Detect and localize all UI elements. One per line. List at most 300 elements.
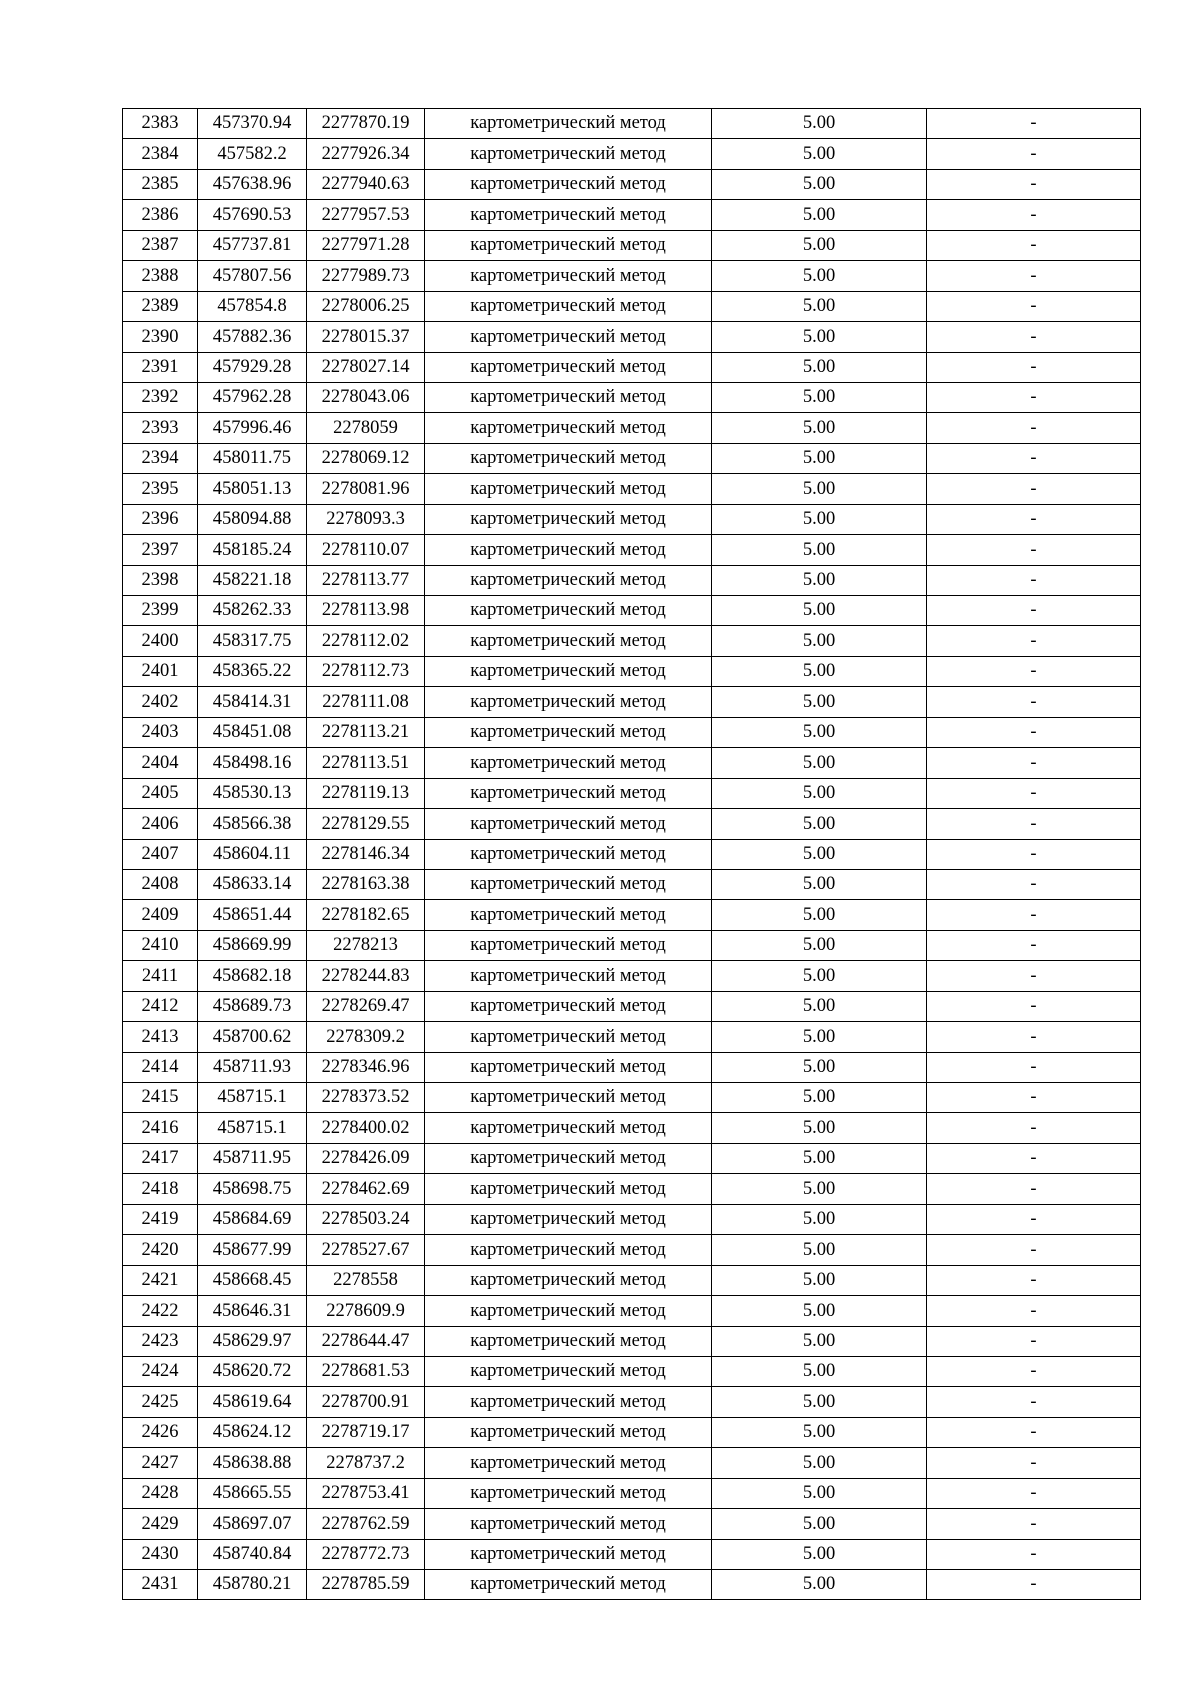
coordinate-x-cell: 458620.72	[198, 1356, 307, 1386]
description-cell: -	[927, 778, 1141, 808]
description-cell: -	[927, 839, 1141, 869]
coordinate-y-cell: 2278113.21	[307, 717, 425, 747]
coordinate-x-cell: 458262.33	[198, 596, 307, 626]
accuracy-cell: 5.00	[712, 261, 927, 291]
coordinate-y-cell: 2278081.96	[307, 474, 425, 504]
method-cell: картометрический метод	[425, 1448, 712, 1478]
coordinate-y-cell: 2278059	[307, 413, 425, 443]
coordinate-y-cell: 2278112.02	[307, 626, 425, 656]
point-number-cell: 2427	[123, 1448, 198, 1478]
coordinate-x-cell: 458451.08	[198, 717, 307, 747]
method-cell: картометрический метод	[425, 230, 712, 260]
method-cell: картометрический метод	[425, 1417, 712, 1447]
method-cell: картометрический метод	[425, 261, 712, 291]
coordinate-y-cell: 2278737.2	[307, 1448, 425, 1478]
point-number-cell: 2403	[123, 717, 198, 747]
point-number-cell: 2426	[123, 1417, 198, 1447]
method-cell: картометрический метод	[425, 474, 712, 504]
coordinate-x-cell: 458715.1	[198, 1113, 307, 1143]
method-cell: картометрический метод	[425, 1143, 712, 1173]
coordinate-x-cell: 458365.22	[198, 656, 307, 686]
coordinate-x-cell: 458711.95	[198, 1143, 307, 1173]
coordinate-y-cell: 2278027.14	[307, 352, 425, 382]
description-cell: -	[927, 1083, 1141, 1113]
table-row	[123, 504, 1141, 534]
accuracy-cell: 5.00	[712, 504, 927, 534]
accuracy-cell: 5.00	[712, 839, 927, 869]
table-row	[123, 748, 1141, 778]
point-number-cell: 2420	[123, 1235, 198, 1265]
coordinate-x-cell: 458711.93	[198, 1052, 307, 1082]
point-number-cell: 2416	[123, 1113, 198, 1143]
coordinate-x-cell: 458619.64	[198, 1387, 307, 1417]
coordinate-x-cell: 458669.99	[198, 930, 307, 960]
table-row	[123, 1478, 1141, 1508]
method-cell: картометрический метод	[425, 382, 712, 412]
table-row	[123, 839, 1141, 869]
description-cell: -	[927, 1387, 1141, 1417]
coordinate-y-cell: 2278015.37	[307, 322, 425, 352]
description-cell: -	[927, 809, 1141, 839]
table-row	[123, 413, 1141, 443]
point-number-cell: 2394	[123, 443, 198, 473]
coordinate-y-cell: 2278527.67	[307, 1235, 425, 1265]
method-cell: картометрический метод	[425, 748, 712, 778]
coordinate-x-cell: 458697.07	[198, 1509, 307, 1539]
accuracy-cell: 5.00	[712, 1143, 927, 1173]
accuracy-cell: 5.00	[712, 1113, 927, 1143]
method-cell: картометрический метод	[425, 656, 712, 686]
method-cell: картометрический метод	[425, 1539, 712, 1569]
coordinate-y-cell: 2277926.34	[307, 139, 425, 169]
accuracy-cell: 5.00	[712, 1296, 927, 1326]
description-cell: -	[927, 1356, 1141, 1386]
accuracy-cell: 5.00	[712, 230, 927, 260]
point-number-cell: 2389	[123, 291, 198, 321]
coordinate-x-cell: 457690.53	[198, 200, 307, 230]
coordinate-x-cell: 458780.21	[198, 1570, 307, 1600]
coordinate-x-cell: 458185.24	[198, 535, 307, 565]
accuracy-cell: 5.00	[712, 1570, 927, 1600]
point-number-cell: 2431	[123, 1570, 198, 1600]
coordinate-y-cell: 2278700.91	[307, 1387, 425, 1417]
coordinate-x-cell: 458677.99	[198, 1235, 307, 1265]
coordinate-x-cell: 458629.97	[198, 1326, 307, 1356]
table-row	[123, 1174, 1141, 1204]
method-cell: картометрический метод	[425, 596, 712, 626]
description-cell: -	[927, 443, 1141, 473]
table-row	[123, 1265, 1141, 1295]
point-number-cell: 2412	[123, 991, 198, 1021]
accuracy-cell: 5.00	[712, 382, 927, 412]
table-row	[123, 535, 1141, 565]
point-number-cell: 2429	[123, 1509, 198, 1539]
point-number-cell: 2387	[123, 230, 198, 260]
description-cell: -	[927, 261, 1141, 291]
method-cell: картометрический метод	[425, 1296, 712, 1326]
coordinate-y-cell: 2278400.02	[307, 1113, 425, 1143]
accuracy-cell: 5.00	[712, 443, 927, 473]
method-cell: картометрический метод	[425, 1052, 712, 1082]
method-cell: картометрический метод	[425, 1570, 712, 1600]
method-cell: картометрический метод	[425, 626, 712, 656]
table-row	[123, 656, 1141, 686]
description-cell: -	[927, 1296, 1141, 1326]
table-row	[123, 474, 1141, 504]
coordinate-x-cell: 458651.44	[198, 900, 307, 930]
accuracy-cell: 5.00	[712, 1052, 927, 1082]
point-number-cell: 2396	[123, 504, 198, 534]
table-row	[123, 1326, 1141, 1356]
method-cell: картометрический метод	[425, 504, 712, 534]
coordinate-x-cell: 458682.18	[198, 961, 307, 991]
table-row	[123, 1448, 1141, 1478]
accuracy-cell: 5.00	[712, 1174, 927, 1204]
description-cell: -	[927, 1478, 1141, 1508]
point-number-cell: 2383	[123, 109, 198, 139]
description-cell: -	[927, 535, 1141, 565]
table-row	[123, 1235, 1141, 1265]
method-cell: картометрический метод	[425, 322, 712, 352]
accuracy-cell: 5.00	[712, 656, 927, 686]
table-row	[123, 1539, 1141, 1569]
coordinate-y-cell: 2278753.41	[307, 1478, 425, 1508]
description-cell: -	[927, 717, 1141, 747]
method-cell: картометрический метод	[425, 109, 712, 139]
coordinate-y-cell: 2278309.2	[307, 1022, 425, 1052]
point-number-cell: 2430	[123, 1539, 198, 1569]
point-number-cell: 2424	[123, 1356, 198, 1386]
method-cell: картометрический метод	[425, 1356, 712, 1386]
point-number-cell: 2418	[123, 1174, 198, 1204]
coordinate-y-cell: 2278110.07	[307, 535, 425, 565]
table-row	[123, 778, 1141, 808]
method-cell: картометрический метод	[425, 535, 712, 565]
table-row	[123, 1113, 1141, 1143]
coordinate-x-cell: 457582.2	[198, 139, 307, 169]
accuracy-cell: 5.00	[712, 596, 927, 626]
accuracy-cell: 5.00	[712, 1387, 927, 1417]
coordinate-y-cell: 2278113.98	[307, 596, 425, 626]
point-number-cell: 2401	[123, 656, 198, 686]
coordinate-y-cell: 2277870.19	[307, 109, 425, 139]
description-cell: -	[927, 1265, 1141, 1295]
table-row	[123, 352, 1141, 382]
method-cell: картометрический метод	[425, 200, 712, 230]
method-cell: картометрический метод	[425, 1083, 712, 1113]
coordinate-y-cell: 2278119.13	[307, 778, 425, 808]
method-cell: картометрический метод	[425, 1235, 712, 1265]
point-number-cell: 2421	[123, 1265, 198, 1295]
point-number-cell: 2395	[123, 474, 198, 504]
coordinate-x-cell: 458498.16	[198, 748, 307, 778]
method-cell: картометрический метод	[425, 930, 712, 960]
accuracy-cell: 5.00	[712, 352, 927, 382]
coordinate-y-cell: 2278112.73	[307, 656, 425, 686]
point-number-cell: 2397	[123, 535, 198, 565]
method-cell: картометрический метод	[425, 900, 712, 930]
point-number-cell: 2414	[123, 1052, 198, 1082]
coordinate-x-cell: 458665.55	[198, 1478, 307, 1508]
coordinate-x-cell: 457929.28	[198, 352, 307, 382]
coordinate-x-cell: 458684.69	[198, 1204, 307, 1234]
method-cell: картометрический метод	[425, 1387, 712, 1417]
method-cell: картометрический метод	[425, 961, 712, 991]
table-row	[123, 139, 1141, 169]
method-cell: картометрический метод	[425, 717, 712, 747]
table-row	[123, 596, 1141, 626]
accuracy-cell: 5.00	[712, 1235, 927, 1265]
coordinate-y-cell: 2278113.51	[307, 748, 425, 778]
table-row	[123, 809, 1141, 839]
accuracy-cell: 5.00	[712, 809, 927, 839]
method-cell: картометрический метод	[425, 139, 712, 169]
coordinate-x-cell: 457996.46	[198, 413, 307, 443]
coordinates-table-body	[123, 109, 1141, 1600]
coordinate-y-cell: 2277940.63	[307, 169, 425, 199]
method-cell: картометрический метод	[425, 443, 712, 473]
accuracy-cell: 5.00	[712, 930, 927, 960]
coordinate-x-cell: 457807.56	[198, 261, 307, 291]
description-cell: -	[927, 352, 1141, 382]
accuracy-cell: 5.00	[712, 626, 927, 656]
point-number-cell: 2384	[123, 139, 198, 169]
description-cell: -	[927, 1448, 1141, 1478]
description-cell: -	[927, 596, 1141, 626]
accuracy-cell: 5.00	[712, 778, 927, 808]
method-cell: картометрический метод	[425, 1509, 712, 1539]
description-cell: -	[927, 961, 1141, 991]
description-cell: -	[927, 413, 1141, 443]
table-row	[123, 991, 1141, 1021]
method-cell: картометрический метод	[425, 169, 712, 199]
accuracy-cell: 5.00	[712, 1478, 927, 1508]
description-cell: -	[927, 1509, 1141, 1539]
coordinate-y-cell: 2278111.08	[307, 687, 425, 717]
accuracy-cell: 5.00	[712, 1022, 927, 1052]
coordinate-y-cell: 2278426.09	[307, 1143, 425, 1173]
table-row	[123, 1204, 1141, 1234]
point-number-cell: 2386	[123, 200, 198, 230]
table-row	[123, 1296, 1141, 1326]
description-cell: -	[927, 230, 1141, 260]
description-cell: -	[927, 1022, 1141, 1052]
coordinate-y-cell: 2278269.47	[307, 991, 425, 1021]
description-cell: -	[927, 565, 1141, 595]
method-cell: картометрический метод	[425, 778, 712, 808]
point-number-cell: 2405	[123, 778, 198, 808]
accuracy-cell: 5.00	[712, 1356, 927, 1386]
method-cell: картометрический метод	[425, 1265, 712, 1295]
coordinates-table	[122, 108, 1141, 1600]
coordinate-y-cell: 2278762.59	[307, 1509, 425, 1539]
description-cell: -	[927, 200, 1141, 230]
point-number-cell: 2406	[123, 809, 198, 839]
description-cell: -	[927, 169, 1141, 199]
table-row	[123, 291, 1141, 321]
coordinate-y-cell: 2278719.17	[307, 1417, 425, 1447]
accuracy-cell: 5.00	[712, 474, 927, 504]
coordinate-y-cell: 2278213	[307, 930, 425, 960]
point-number-cell: 2393	[123, 413, 198, 443]
coordinate-y-cell: 2278681.53	[307, 1356, 425, 1386]
table-row	[123, 961, 1141, 991]
point-number-cell: 2419	[123, 1204, 198, 1234]
point-number-cell: 2407	[123, 839, 198, 869]
point-number-cell: 2413	[123, 1022, 198, 1052]
point-number-cell: 2388	[123, 261, 198, 291]
table-row	[123, 261, 1141, 291]
point-number-cell: 2411	[123, 961, 198, 991]
description-cell: -	[927, 900, 1141, 930]
description-cell: -	[927, 382, 1141, 412]
point-number-cell: 2391	[123, 352, 198, 382]
method-cell: картометрический метод	[425, 1022, 712, 1052]
description-cell: -	[927, 1174, 1141, 1204]
point-number-cell: 2385	[123, 169, 198, 199]
method-cell: картометрический метод	[425, 565, 712, 595]
coordinate-x-cell: 458638.88	[198, 1448, 307, 1478]
point-number-cell: 2390	[123, 322, 198, 352]
coordinate-x-cell: 458604.11	[198, 839, 307, 869]
accuracy-cell: 5.00	[712, 1539, 927, 1569]
coordinate-x-cell: 458689.73	[198, 991, 307, 1021]
coordinate-x-cell: 458624.12	[198, 1417, 307, 1447]
accuracy-cell: 5.00	[712, 1448, 927, 1478]
table-row	[123, 687, 1141, 717]
accuracy-cell: 5.00	[712, 565, 927, 595]
coordinate-y-cell: 2278462.69	[307, 1174, 425, 1204]
table-row	[123, 443, 1141, 473]
accuracy-cell: 5.00	[712, 1204, 927, 1234]
method-cell: картометрический метод	[425, 1174, 712, 1204]
point-number-cell: 2409	[123, 900, 198, 930]
coordinate-y-cell: 2278244.83	[307, 961, 425, 991]
point-number-cell: 2404	[123, 748, 198, 778]
point-number-cell: 2415	[123, 1083, 198, 1113]
description-cell: -	[927, 869, 1141, 899]
point-number-cell: 2399	[123, 596, 198, 626]
description-cell: -	[927, 1326, 1141, 1356]
accuracy-cell: 5.00	[712, 109, 927, 139]
coordinate-y-cell: 2278609.9	[307, 1296, 425, 1326]
description-cell: -	[927, 1570, 1141, 1600]
coordinate-y-cell: 2278182.65	[307, 900, 425, 930]
coordinate-x-cell: 458011.75	[198, 443, 307, 473]
description-cell: -	[927, 1204, 1141, 1234]
table-row	[123, 1356, 1141, 1386]
accuracy-cell: 5.00	[712, 961, 927, 991]
table-row	[123, 1143, 1141, 1173]
method-cell: картометрический метод	[425, 413, 712, 443]
accuracy-cell: 5.00	[712, 535, 927, 565]
coordinate-y-cell: 2278558	[307, 1265, 425, 1295]
point-number-cell: 2428	[123, 1478, 198, 1508]
accuracy-cell: 5.00	[712, 322, 927, 352]
coordinate-y-cell: 2278113.77	[307, 565, 425, 595]
table-row	[123, 230, 1141, 260]
accuracy-cell: 5.00	[712, 717, 927, 747]
description-cell: -	[927, 626, 1141, 656]
method-cell: картометрический метод	[425, 291, 712, 321]
method-cell: картометрический метод	[425, 1326, 712, 1356]
coordinate-x-cell: 458530.13	[198, 778, 307, 808]
point-number-cell: 2423	[123, 1326, 198, 1356]
accuracy-cell: 5.00	[712, 291, 927, 321]
accuracy-cell: 5.00	[712, 139, 927, 169]
accuracy-cell: 5.00	[712, 687, 927, 717]
coordinate-x-cell: 458414.31	[198, 687, 307, 717]
description-cell: -	[927, 109, 1141, 139]
coordinate-x-cell: 458221.18	[198, 565, 307, 595]
coordinate-x-cell: 458094.88	[198, 504, 307, 534]
coordinate-y-cell: 2278006.25	[307, 291, 425, 321]
point-number-cell: 2408	[123, 869, 198, 899]
method-cell: картометрический метод	[425, 687, 712, 717]
accuracy-cell: 5.00	[712, 413, 927, 443]
coordinate-y-cell: 2278644.47	[307, 1326, 425, 1356]
coordinate-x-cell: 457882.36	[198, 322, 307, 352]
point-number-cell: 2410	[123, 930, 198, 960]
accuracy-cell: 5.00	[712, 1417, 927, 1447]
method-cell: картометрический метод	[425, 991, 712, 1021]
coordinate-y-cell: 2278373.52	[307, 1083, 425, 1113]
description-cell: -	[927, 930, 1141, 960]
coordinate-y-cell: 2278069.12	[307, 443, 425, 473]
point-number-cell: 2417	[123, 1143, 198, 1173]
method-cell: картометрический метод	[425, 869, 712, 899]
description-cell: -	[927, 1143, 1141, 1173]
coordinate-y-cell: 2277971.28	[307, 230, 425, 260]
accuracy-cell: 5.00	[712, 1326, 927, 1356]
accuracy-cell: 5.00	[712, 200, 927, 230]
description-cell: -	[927, 748, 1141, 778]
coordinate-y-cell: 2277957.53	[307, 200, 425, 230]
table-row	[123, 565, 1141, 595]
description-cell: -	[927, 991, 1141, 1021]
accuracy-cell: 5.00	[712, 869, 927, 899]
coordinate-y-cell: 2278785.59	[307, 1570, 425, 1600]
description-cell: -	[927, 1052, 1141, 1082]
description-cell: -	[927, 1539, 1141, 1569]
table-row	[123, 900, 1141, 930]
method-cell: картометрический метод	[425, 809, 712, 839]
table-row	[123, 717, 1141, 747]
coordinate-y-cell: 2278146.34	[307, 839, 425, 869]
coordinate-x-cell: 458668.45	[198, 1265, 307, 1295]
table-row	[123, 1417, 1141, 1447]
coordinate-x-cell: 458715.1	[198, 1083, 307, 1113]
accuracy-cell: 5.00	[712, 748, 927, 778]
description-cell: -	[927, 1235, 1141, 1265]
coordinate-x-cell: 457638.96	[198, 169, 307, 199]
description-cell: -	[927, 291, 1141, 321]
table-row	[123, 200, 1141, 230]
accuracy-cell: 5.00	[712, 1083, 927, 1113]
method-cell: картометрический метод	[425, 1478, 712, 1508]
description-cell: -	[927, 687, 1141, 717]
method-cell: картометрический метод	[425, 1113, 712, 1143]
description-cell: -	[927, 322, 1141, 352]
coordinate-x-cell: 458317.75	[198, 626, 307, 656]
coordinate-x-cell: 457962.28	[198, 382, 307, 412]
coordinate-y-cell: 2278129.55	[307, 809, 425, 839]
point-number-cell: 2425	[123, 1387, 198, 1417]
table-row	[123, 1083, 1141, 1113]
accuracy-cell: 5.00	[712, 1509, 927, 1539]
coordinate-x-cell: 458700.62	[198, 1022, 307, 1052]
coordinate-y-cell: 2278503.24	[307, 1204, 425, 1234]
